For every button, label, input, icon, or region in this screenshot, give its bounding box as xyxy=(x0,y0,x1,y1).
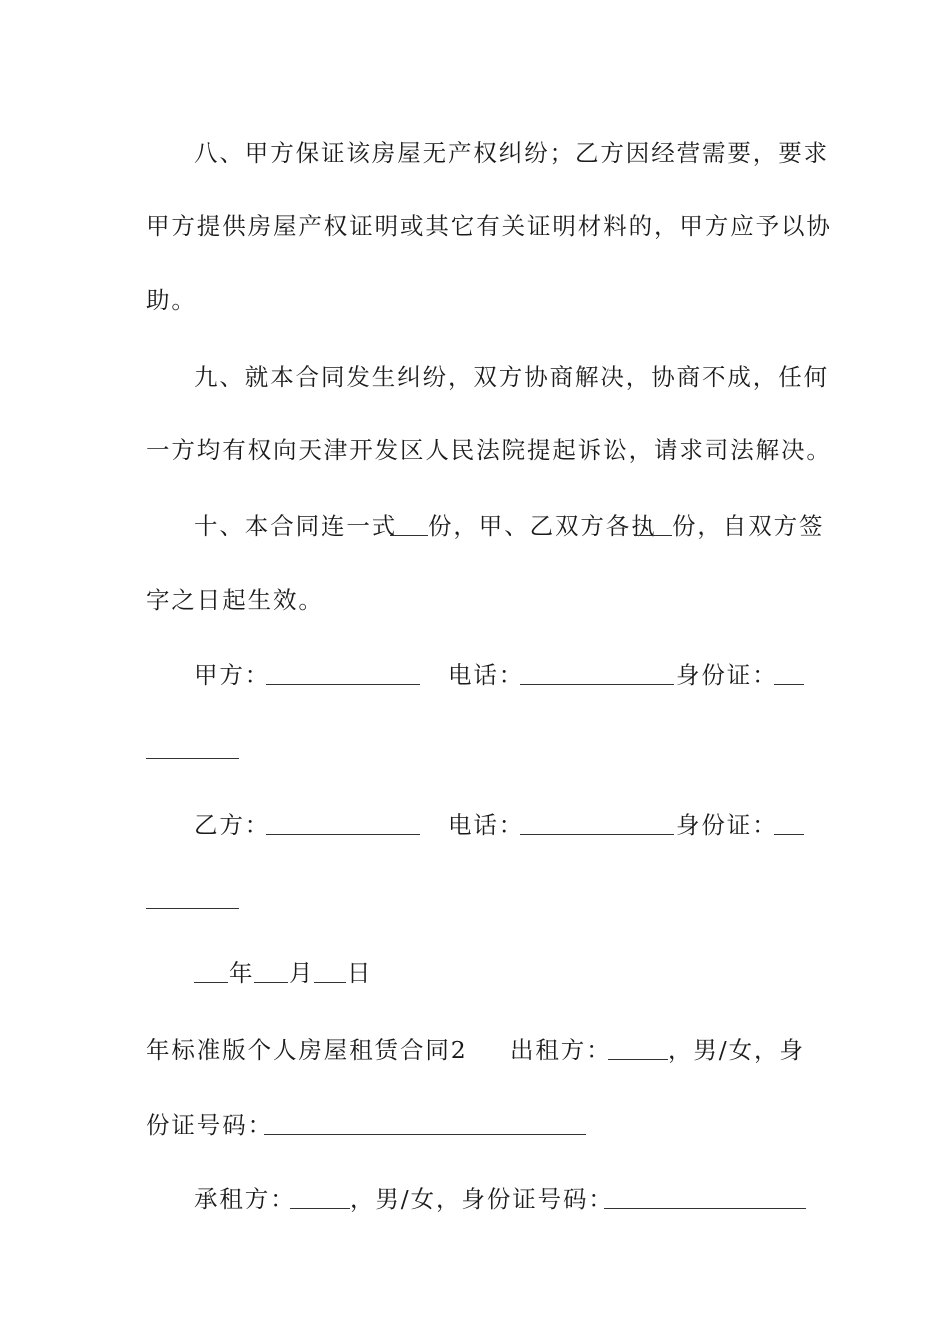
lessee-name-blank[interactable] xyxy=(290,1186,350,1209)
clause-10-text-c: 份，自双方签 xyxy=(672,512,825,540)
lessee-line xyxy=(194,1184,816,1214)
party-b-label: 乙方： xyxy=(194,811,271,839)
lessee-label: 承租方： xyxy=(194,1185,296,1213)
clause-10-line-2: 字之日起生效。 xyxy=(146,586,324,614)
day-blank[interactable] xyxy=(314,960,346,983)
clause-10-line-1 xyxy=(194,511,825,541)
party-a-label: 甲方： xyxy=(194,661,271,689)
lessee-gender-id-text: ，男/女，身份证号码： xyxy=(350,1185,614,1213)
day-label: 日 xyxy=(347,959,373,987)
contract-2-heading-line xyxy=(146,1035,816,1065)
lessor-gender-text: ，男/女，身 xyxy=(668,1036,805,1064)
party-a-id-blank[interactable] xyxy=(774,662,804,685)
party-a-line xyxy=(194,660,816,690)
party-a-phone-blank[interactable] xyxy=(520,662,674,685)
party-a-phone-label: 电话： xyxy=(448,661,525,689)
lessor-id-blank[interactable] xyxy=(264,1112,586,1135)
party-b-line xyxy=(194,810,816,840)
copies-each-blank[interactable] xyxy=(634,513,672,536)
month-blank[interactable] xyxy=(254,960,288,983)
lessee-id-blank[interactable] xyxy=(604,1186,806,1209)
party-a-id-label: 身份证： xyxy=(676,661,778,689)
lessor-id-line xyxy=(146,1110,816,1140)
clause-10-text-a: 十、本合同连一式 xyxy=(194,512,398,540)
party-b-id-blank-continued[interactable] xyxy=(146,908,239,909)
lessor-id-label: 份证号码： xyxy=(146,1111,273,1139)
party-b-phone-label: 电话： xyxy=(448,811,525,839)
lessor-label: 出租方： xyxy=(510,1036,612,1064)
party-a-name-blank[interactable] xyxy=(266,662,420,685)
clause-9-line-2: 一方均有权向天津开发区人民法院提起诉讼，请求司法解决。 xyxy=(146,436,832,464)
clause-10-text-b: 份，甲、乙双方各执 xyxy=(428,512,657,540)
clause-8-line-2: 甲方提供房屋产权证明或其它有关证明材料的，甲方应予以协 xyxy=(146,212,832,240)
party-b-id-label: 身份证： xyxy=(676,811,778,839)
contract-2-title: 年标准版个人房屋租赁合同2 xyxy=(146,1036,468,1064)
year-blank[interactable] xyxy=(194,960,228,983)
clause-8-line-3: 助。 xyxy=(146,286,197,314)
party-b-id-blank[interactable] xyxy=(774,812,804,835)
clause-9-line-1: 九、就本合同发生纠纷，双方协商解决，协商不成，任何 xyxy=(194,363,829,391)
copies-total-blank[interactable] xyxy=(390,513,428,536)
year-label: 年 xyxy=(229,959,255,987)
party-a-id-blank-continued[interactable] xyxy=(146,758,239,759)
party-b-name-blank[interactable] xyxy=(266,812,420,835)
month-label: 月 xyxy=(289,959,315,987)
clause-8-line-1: 八、甲方保证该房屋无产权纠纷；乙方因经营需要，要求 xyxy=(194,139,829,167)
party-b-phone-blank[interactable] xyxy=(520,812,674,835)
date-line xyxy=(194,958,816,988)
lessor-name-blank[interactable] xyxy=(608,1037,668,1060)
